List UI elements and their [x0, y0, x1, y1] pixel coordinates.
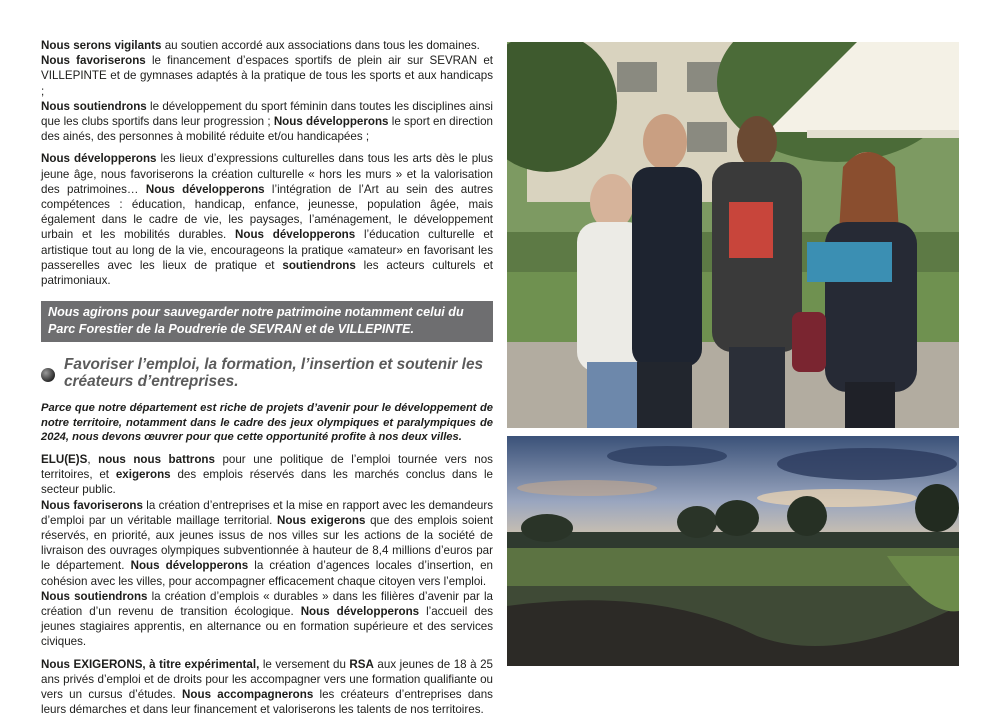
bold-phrase: Nous serons vigilants	[41, 39, 162, 52]
landscape-photo	[507, 436, 959, 666]
bold-phrase: RSA	[349, 657, 374, 671]
group-photo-illustration	[507, 42, 959, 428]
text-run: le financement d’espaces sportifs de plein air sur SEVRAN et VILLEPINTE et de gymnases adaptés à la pratique de tous les sports et aux handicaps ;	[41, 54, 494, 98]
text-run: les acteurs culturels et patrimoniaux.	[41, 258, 493, 288]
bold-phrase: Nous favoriserons	[41, 54, 146, 68]
bold-phrase: Nous développerons	[130, 559, 249, 573]
group-photo	[507, 42, 959, 428]
text-run: ,	[87, 453, 99, 467]
bold-phrase: Nous exigerons	[277, 513, 366, 527]
bold-phrase: Nous soutiendrons	[41, 589, 148, 603]
heritage-banner: Nous agirons pour sauvegarder notre patrimoine notamment celui du Parc Forestier de la Poudrerie de SEVRAN et de VILLEPINTE.	[41, 301, 493, 342]
bold-phrase: Nous développerons	[300, 605, 420, 619]
bold-phrase: soutiendrons	[282, 258, 356, 272]
bold-phrase: Nous développerons	[273, 115, 389, 129]
bold-phrase: nous nous battrons	[98, 453, 215, 467]
bullet-icon	[41, 368, 55, 382]
bold-phrase: Nous développerons	[145, 182, 265, 196]
culture-paragraph	[41, 151, 493, 288]
text-run: que des emplois soient réservés, en priorité, aux jeunes issus de nos villes sur les actions de la société de livraison des ouvrages olympiques subventionnée à hauteur de 8,4 millions d’euros par le département.	[41, 513, 493, 573]
text-run: l’intégration de l’Art au sein des autres compétences : éducation, handicap, enfance, jeunesse, population âgée, mais également dans le cadre de vie, les paysages, l’aménagement, le développement urbain et les mobilités durables.	[41, 182, 494, 242]
landscape-illustration	[507, 436, 959, 666]
section-heading	[41, 356, 493, 390]
bold-phrase: Nous EXIGERONS, à titre expérimental,	[41, 657, 260, 671]
employment-paragraph	[41, 452, 493, 650]
sports-paragraph	[41, 38, 493, 144]
bold-phrase: Nous soutiendrons	[41, 99, 147, 113]
text-run: le développement du sport féminin dans toutes les disciplines ainsi que les clubs sportifs dans leur progression ;	[41, 99, 493, 129]
bold-phrase: Nous développerons	[41, 152, 157, 166]
text-run: pour une politique de l’emploi tournée vers nos territoires, et	[41, 453, 493, 482]
text-run: la création d’agences locales d’insertion, en cohésion avec les villes, pour accompagner efficacement chaque citoyen vers l’emploi.	[41, 559, 493, 588]
text-run: le sport en direction des ainés, des personnes à mobilité réduite et/ou handicapées ;	[41, 115, 494, 144]
text-run: l’éducation culturelle et artistique tout au long de la vie, encourageons la pratique «amateur» en favorisant les passerelles avec les lieux de pratique et	[41, 228, 493, 272]
text-run: les lieux d’expressions culturelles dans tous les arts dès le plus jeune âge, nous favoriserons la création culturelle « hors les murs » et la valorisation des patrimoines…	[41, 152, 493, 196]
text-run: les créateurs d’entreprises dans leurs démarches et dans leur financement et valoriserons les talents de nos territoires.	[41, 688, 493, 717]
text-run: au soutien accordé aux associations dans tous les domaines.	[161, 39, 480, 52]
bold-phrase: ELU(E)S	[41, 453, 88, 467]
text-run: la création d’entreprises et la mise en rapport avec les demandeurs d’emploi par un véritable maillage territorial.	[41, 498, 494, 527]
bold-phrase: Nous accompagnerons	[182, 688, 314, 702]
heading-text: Favoriser l’emploi, la formation, l’insertion et soutenir les créateurs d’entreprises.	[64, 356, 484, 391]
text-run: la création d’emplois « durables » dans les filières d’avenir par la création d’un revenu de transition écologique.	[41, 589, 493, 619]
text-run: des emplois réservés dans les marchés conclus dans le secteur public.	[41, 468, 494, 497]
text-run: aux jeunes de 18 à 25 ans privés d’emploi et de droits pour les accompagner vers une formation qualifiante ou vers un cursus d’études.	[41, 657, 493, 702]
bold-phrase: Nous développerons	[234, 228, 356, 242]
text-run: le versement du	[259, 657, 350, 671]
bold-phrase: Nous favoriserons	[41, 498, 143, 512]
text-run: l’accueil des jeunes stagiaires apprentis, en alternance ou en formation supérieure et des services civiques.	[41, 605, 493, 649]
text-column	[41, 38, 493, 717]
intro-paragraph: Parce que notre département est riche de projets d’avenir pour le développement de notre territoire, notamment dans le cadre des jeux olympiques et paralympiques de 2024, nous devons œuvrer pour que cette opportunité profite à nos deux villes.	[41, 402, 493, 444]
bold-phrase: exigerons	[115, 468, 171, 482]
